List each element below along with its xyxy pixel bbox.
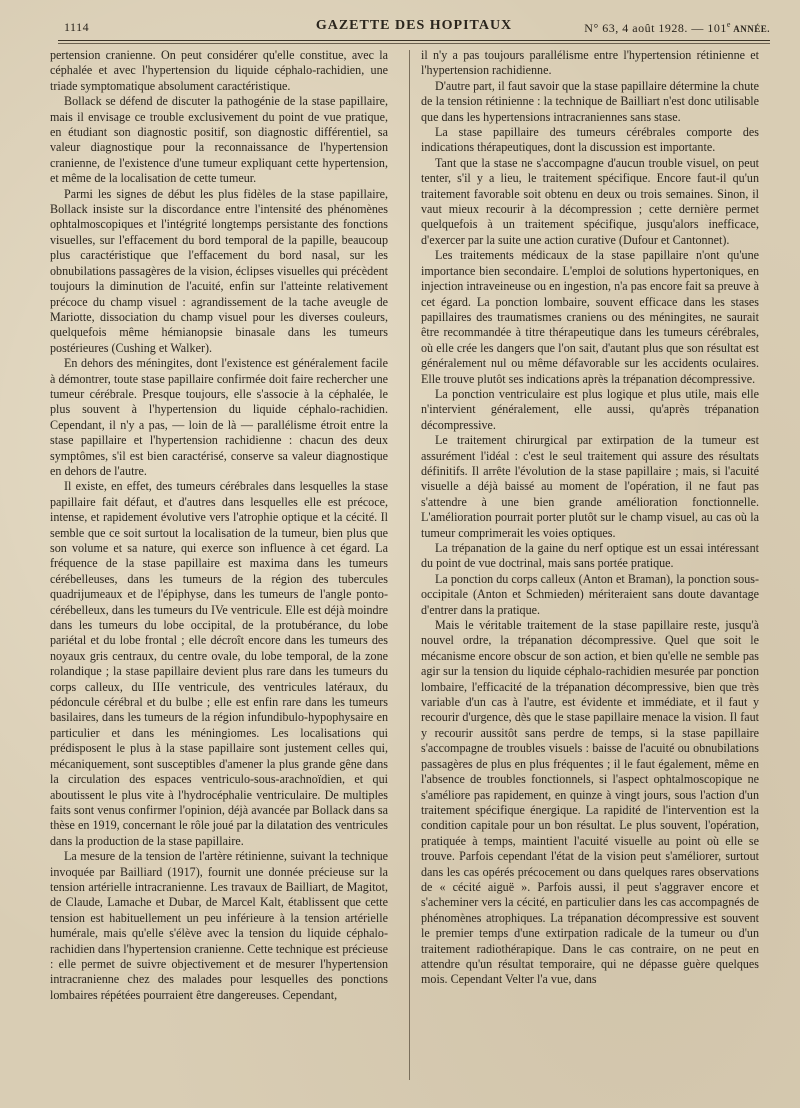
paragraph: La trépanation de la gaine du nerf optique est un essai intéressant du point de vue doctrinal, mais sans portée pratique. — [421, 541, 759, 571]
paragraph: Tant que la stase ne s'accompagne d'aucun trouble visuel, on peut tenter, s'il y a lieu, le traitement spécifique. Encore faut-il qu'un traitement favorable soit obtenu en deux ou trois semaines. Sinon, il vaut mieux recourir à la décompression ; cette dernière permet quelquefois à un traitement spécifique, jusqu'alors inefficace, d'exercer par la suite une action curative (Dufour et Cantonnet). — [421, 155, 759, 247]
paragraph: Bollack se défend de discuter la pathogénie de la stase papillaire, mais il envisage ce trouble exclusivement du point de vue pratique, en étudiant son diagnostic positif, son diagnostic différentiel, sa valeur diagnostique pour la reconnaissance de l'hypertension cranienne, de l'existence d'une tumeur expliquant cette hypertension, et même de la localisation de cette tumeur. — [50, 94, 388, 186]
paragraph: D'autre part, il faut savoir que la stase papillaire détermine la chute de la tension rétinienne : la technique de Bailliart n'est donc utilisable que dans les hypertensions intracraniennes sans stase. — [421, 78, 759, 124]
paragraph: La ponction du corps calleux (Anton et Braman), la ponction sous-occipitale (Anton et Schmieden) mériteraient sans doute davantage d'entrer dans la pratique. — [421, 571, 759, 617]
paragraph: La mesure de la tension de l'artère rétinienne, suivant la technique invoquée par Bailliard (1917), fournit une donnée précieuse sur la tension artérielle intracranienne. Les travaux de Bailliart, de Magitot, de Claude, Lamache et Dubar, de Marcel Kalt, établissent que cette tension est habituellement un peu inférieure à la tension artérielle humérale, mais qu'elle s'élève avec la tension du liquide céphalo-rachidien dans l'hypertension cranienne. Cette technique est précieuse : elle permet de suivre objectivement et de mesurer l'hypertension intracranienne chez des malades pour lesquelles des ponctions lombaires répétées pourraient être dangereuses. Cependant, — [50, 849, 388, 1002]
left-column — [50, 48, 388, 1003]
paragraph: Il existe, en effet, des tumeurs cérébrales dans lesquelles la stase papillaire fait défaut, et d'autres dans lesquelles elle est précoce, intense, et rapidement évolutive vers l'atrophie optique et la cécité. Il semble que ce soit surtout la localisation de la tumeur, bien plus que son volume et sa nature, qui exerce son influence à cet égard. La fréquence de la stase papillaire est maxima dans les tumeurs cérébelleuses, dans les tumeurs de la région des tubercules quadrijumeaux et de l'épiphyse, dans les tumeurs de l'angle ponto-cérébelleux, dans les tumeurs du IVe ventricule. Elle est déjà moindre dans les tumeurs du lobe occipital, de la protubérance, du lobe pariétal et du lobe frontal ; elle décroît encore dans les tumeurs des noyaux gris centraux, du centre ovale, du lobe temporal, de la zone rolandique ; la stase papillaire devient plus rare dans les tumeurs du corps calleux, du IIIe ventricule, des ventricules latéraux, du pédoncule cérébral et du bulbe ; elle est enfin rare dans les tumeurs basilaires, dans les tumeurs de la région infundibulo-hypophysaire en particulier et dans les méningiomes. Les localisations qui prédisposent le plus à la stase papillaire sont justement celles qui, mécaniquement, sont susceptibles d'amener la plus grande gêne dans la circulation des espaces ventriculo-sous-arachnoïdien, et qui aboutissent le plus vite à l'hydrocéphalie ventriculaire. De multiples faits sont venus confirmer l'opinion, déjà avancée par Bollack dans sa thèse en 1919, concernant le rôle joué par la dilatation des ventricules dans la production de la stase papillaire. — [50, 479, 388, 848]
paragraph: La stase papillaire des tumeurs cérébrales comporte des indications thérapeutiques, dont la discussion est importante. — [421, 125, 759, 155]
header-rule — [58, 40, 770, 41]
header-rule-thin — [58, 43, 770, 44]
paragraph: Parmi les signes de début les plus fidèles de la stase papillaire, Bollack insiste sur la discordance entre l'intensité des phénomènes ophtalmoscopiques et l'intégrité longtemps persistante des fonctions visuelles, sur l'effacement du bord temporal de la papille, beaucoup plus caractéristique que l'effacement du bord nasal, sur les obnubilations passagères de la vision, éclipses visuelles qui précèdent toujours la diminution de l'acuité, enfin sur l'atteinte relativement précoce du champ visuel : agrandissement de la tache aveugle de Mariotte, dissociation du champ visuel pour les diverses couleurs, quelquefois même hémianopsie binasale dans les tumeurs postérieures (Cushing et Walker). — [50, 186, 388, 355]
paragraph: Mais le véritable traitement de la stase papillaire reste, jusqu'à nouvel ordre, la trépanation décompressive. Quel que soit le mécanisme encore obscur de son action, et bien qu'elle ne semble pas agir sur la tension du liquide céphalo-rachidien mesurée par ponction lombaire, l'efficacité de la trépanation décompressive, bien que très variable d'un cas à l'autre, est évidente et immédiate, et il faut y recourir d'urgence, dès que le stase papillaire menace la vision. Il faut y recourir aussitôt sans perdre de temps, si la stase papillaire s'accompagne de troubles visuels : baisse de l'acuité ou obnubilations passagères de plus en plus fréquentes ; il le faut également, même en l'absence de troubles fonctionnels, si l'aspect ophtalmoscopique ne s'améliore pas rapidement, en quinze à vingt jours, sous l'action d'un traitement spécifique énergique. La rapidité de l'intervention est la condition capitale pour un bon résultat. Le plus souvent, l'opération, pratiquée à temps, maintient l'acuité visuelle au point où elle se trouve. Parfois cependant l'état de la vision peut s'améliorer, surtout dans les cas opérés précocement ou dans quelques rares observations de « cécité aiguë ». Parfois aussi, il peut s'aggraver encore et s'acheminer vers la cécité, en particulier dans les cas accompagnés de phénomènes atrophiques. La trépanation décompressive est souvent le premier temps d'une extirpation radicale de la tumeur ou d'un traitement radiothérapique. Dans le cas contraire, on ne peut en attendre qu'un résultat temporaire, qui ne dépasse guère quelques mois. Cependant Velter l'a vue, dans — [421, 618, 759, 987]
paragraph: La ponction ventriculaire est plus logique et plus utile, mais elle n'intervient généralement, elle aussi, qu'après trépanation décompressive. — [421, 386, 759, 432]
column-divider — [409, 50, 410, 1080]
issue-sup: e — [726, 20, 731, 29]
paragraph: Le traitement chirurgical par extirpation de la tumeur est assurément l'idéal : c'est le seul traitement qui assure des résultats définitifs. Il arrête l'évolution de la stase papillaire ; mais, si l'acuité visuelle a déjà baissé au moment de l'opération, il ne faut pas s'attendre à une bien grande amélioration fonctionnelle. L'amélioration pourrait porter plutôt sur le champ visuel, au cas où la tumeur comprimerait les voies optiques. — [421, 433, 759, 540]
paragraph: pertension cranienne. On peut considérer qu'elle constitue, avec la céphalée et avec l'hypertension du liquide céphalo-rachidien, une triade symptomatique absolument caractéristique. — [50, 48, 388, 93]
issue-date: N° 63, 4 août 1928. — 101 — [584, 21, 727, 35]
journal-title: GAZETTE DES HOPITAUX — [315, 18, 513, 33]
issue-info — [584, 20, 770, 36]
paragraph: il n'y a pas toujours parallélisme entre l'hypertension rétinienne et l'hypertension rachidienne. — [421, 48, 759, 78]
page-header — [58, 16, 770, 38]
page-number: 1114 — [64, 20, 90, 34]
paragraph: Les traitements médicaux de la stase papillaire n'ont qu'une importance bien secondaire. L'emploi de solutions hypertoniques, en injection intraveineuse ou en ingestion, n'a pas encore fait sa preuve à cet égard. La ponction lombaire, souvent efficace dans les stases papillaires des traumatismes craniens ou des méningites, ne saurait être recommandée à titre thérapeutique dans les tumeurs cérébrales, où elle crée les dangers que l'on sait, d'autant plus que son résultat est généralement nul ou même défavorable sur les accidents oculaires. Elle trouve plutôt ses indications après la trépanation décompressive. — [421, 248, 759, 386]
paragraph: En dehors des méningites, dont l'existence est généralement facile à démontrer, toute stase papillaire confirmée doit faire rechercher une tumeur cérébrale. Presque toujours, elle s'associe à la céphalée, le plus souvent à l'hypertension du liquide céphalo-rachidien. Cependant, il n'y a pas, — loin de là — parallélisme étroit entre la stase papillaire et l'hypertension rachidienne : chacun des deux symptômes, s'il est bien caractérisé, conserve sa valeur diagnostique en dehors de l'autre. — [50, 356, 388, 478]
issue-annee: ANNÉE. — [730, 24, 770, 34]
right-column — [421, 48, 759, 988]
